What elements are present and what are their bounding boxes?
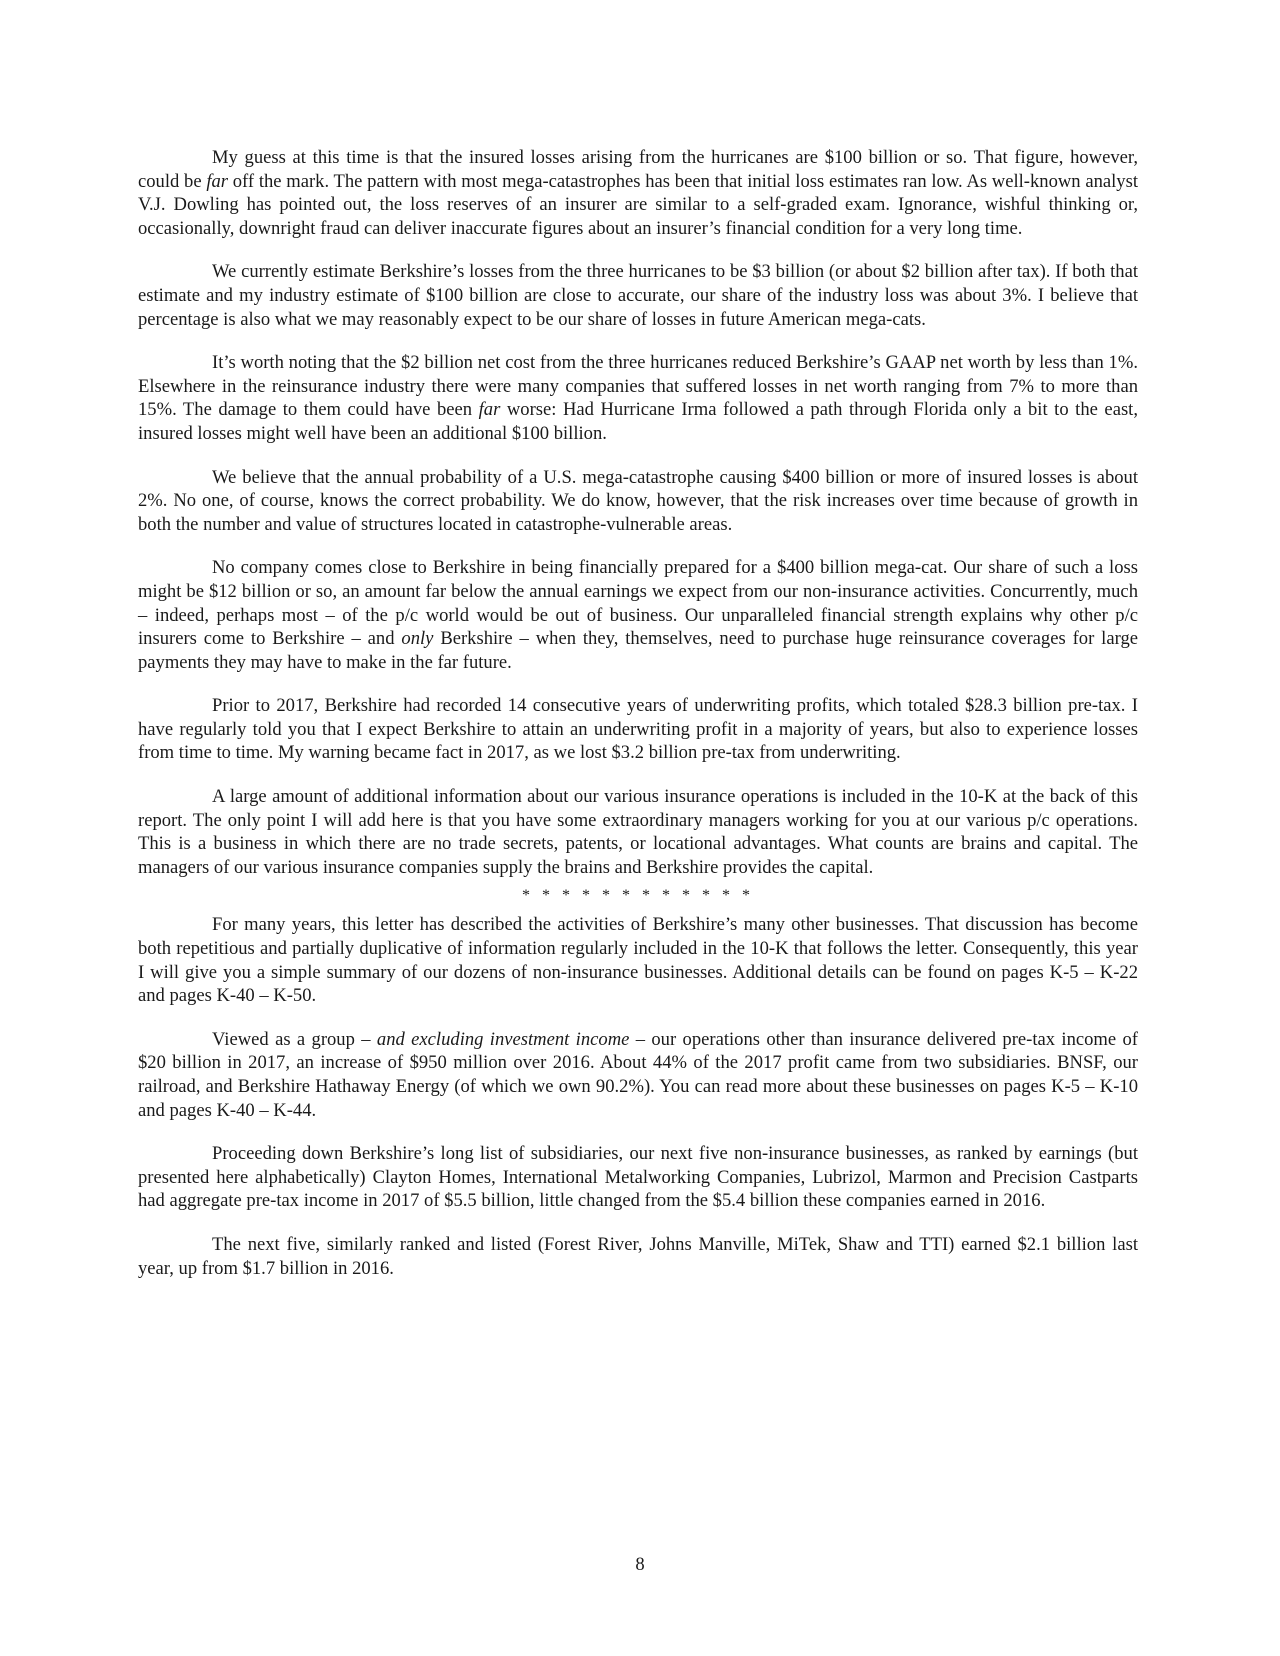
paragraph-berkshire-losses: We currently estimate Berkshire’s losses from the three hurricanes to be $3 billion (or about $2 billion after tax). If both that estimate and my industry estimate of $100 billion are close to accurate, our share of the industry loss was about 3%. I believe that percentage is also what we may reasonably expect to be our share of losses in future American mega-cats. [138,261,1138,330]
letter-page [138,146,1138,1300]
emphasis-far: far [478,399,501,421]
emphasis-excluding-investment-income: and excluding investment income [376,1028,630,1050]
paragraph-net-worth-impact: It’s worth noting that the $2 billion net cost from the three hurricanes reduced Berkshire’s GAAP net worth by less than 1%. Elsewhere in the reinsurance industry there were many companies that suffered losses in net worth ranging from 7% to more than 15%. The damage to them could have been far worse: Had Hurricane Irma followed a path through Florida only a bit to the east, insured losses might well have been an additional $100 billion. [138,352,1138,444]
paragraph-mega-catastrophe-probability: We believe that the annual probability of a U.S. mega-catastrophe causing $400 billion or more of insured losses is about 2%. No one, of course, knows the correct probability. We do know, however, that the risk increases over time because of growth in both the number and value of structures located in catastrophe-vulnerable areas. [138,466,1138,535]
emphasis-far: far [206,170,229,192]
paragraph-financial-strength: No company comes close to Berkshire in being financially prepared for a $400 billion mega-cat. Our share of such a loss might be $12 billion or so, an amount far below the annual earnings we expect from our non-insurance activities. Concurrently, much – indeed, perhaps most – of the p/c world would be out of business. Our unparalleled financial strength explains why other p/c insurers come to Berkshire – and only Berkshire – when they, themselves, need to purchase huge reinsurance coverages for large payments they may have to make in the far future. [138,557,1138,673]
paragraph-underwriting-history: Prior to 2017, Berkshire had recorded 14 consecutive years of underwriting profits, which totaled $28.3 billion pre-tax. I have regularly told you that I expect Berkshire to attain an underwriting profit in a majority of years, but also to experience losses from time to time. My warning became fact in 2017, as we lost $3.2 billion pre-tax from underwriting. [138,695,1138,764]
paragraph-insurance-operations: A large amount of additional information about our various insurance operations is included in the 10-K at the back of this report. The only point I will add here is that you have some extraordinary managers working for you at our various p/c operations. This is a business in which there are no trade secrets, patents, or locational advantages. What counts are brains and capital. The managers of our various insurance companies supply the brains and Berkshire provides the capital. [138,786,1138,878]
paragraph-other-businesses: For many years, this letter has described the activities of Berkshire’s many other businesses. That discussion has become both repetitious and partially duplicative of information regularly included in the 10-K that follows the letter. Consequently, this year I will give you a simple summary of our dozens of non-insurance businesses. Additional details can be found on pages K-5 – K-22 and pages K-40 – K-50. [138,914,1138,1007]
paragraph-following-five-businesses: The next five, similarly ranked and listed (Forest River, Johns Manville, MiTek, Shaw and TTI) earned $2.1 billion last year, up from $1.7 billion in 2016. [138,1233,1138,1279]
emphasis-only: only [401,628,434,650]
page-number: 8 [635,1554,645,1575]
paragraph-hurricane-loss-estimate: My guess at this time is that the insured losses arising from the hurricanes are $100 billion or so. That figure, however, could be far off the mark. The pattern with most mega-catastrophes has been that initial loss estimates ran low. As well-known analyst V.J. Dowling has pointed out, the loss reserves of an insurer are similar to a self-graded exam. Ignorance, wishful thinking or, occasionally, downright fraud can deliver inaccurate figures about an insurer’s financial condition for a very long time. [138,147,1138,239]
paragraph-non-insurance-income: Viewed as a group – and excluding investment income – our operations other than insurance delivered pre-tax income of $20 billion in 2017, an increase of $950 million over 2016. About 44% of the 2017 profit came from two subsidiaries. BNSF, our railroad, and Berkshire Hathaway Energy (of which we own 90.2%). You can read more about these businesses on pages K-5 – K-10 and pages K-40 – K-44. [138,1028,1138,1121]
section-separator: * * * * * * * * * * * * [522,887,754,905]
paragraph-next-five-businesses: Proceeding down Berkshire’s long list of subsidiaries, our next five non-insurance businesses, as ranked by earnings (but presented here alphabetically) Clayton Homes, International Metalworking Companies, Lubrizol, Marmon and Precision Castparts had aggregate pre-tax income in 2017 of $5.5 billion, little changed from the $5.4 billion these companies earned in 2016. [138,1143,1138,1212]
